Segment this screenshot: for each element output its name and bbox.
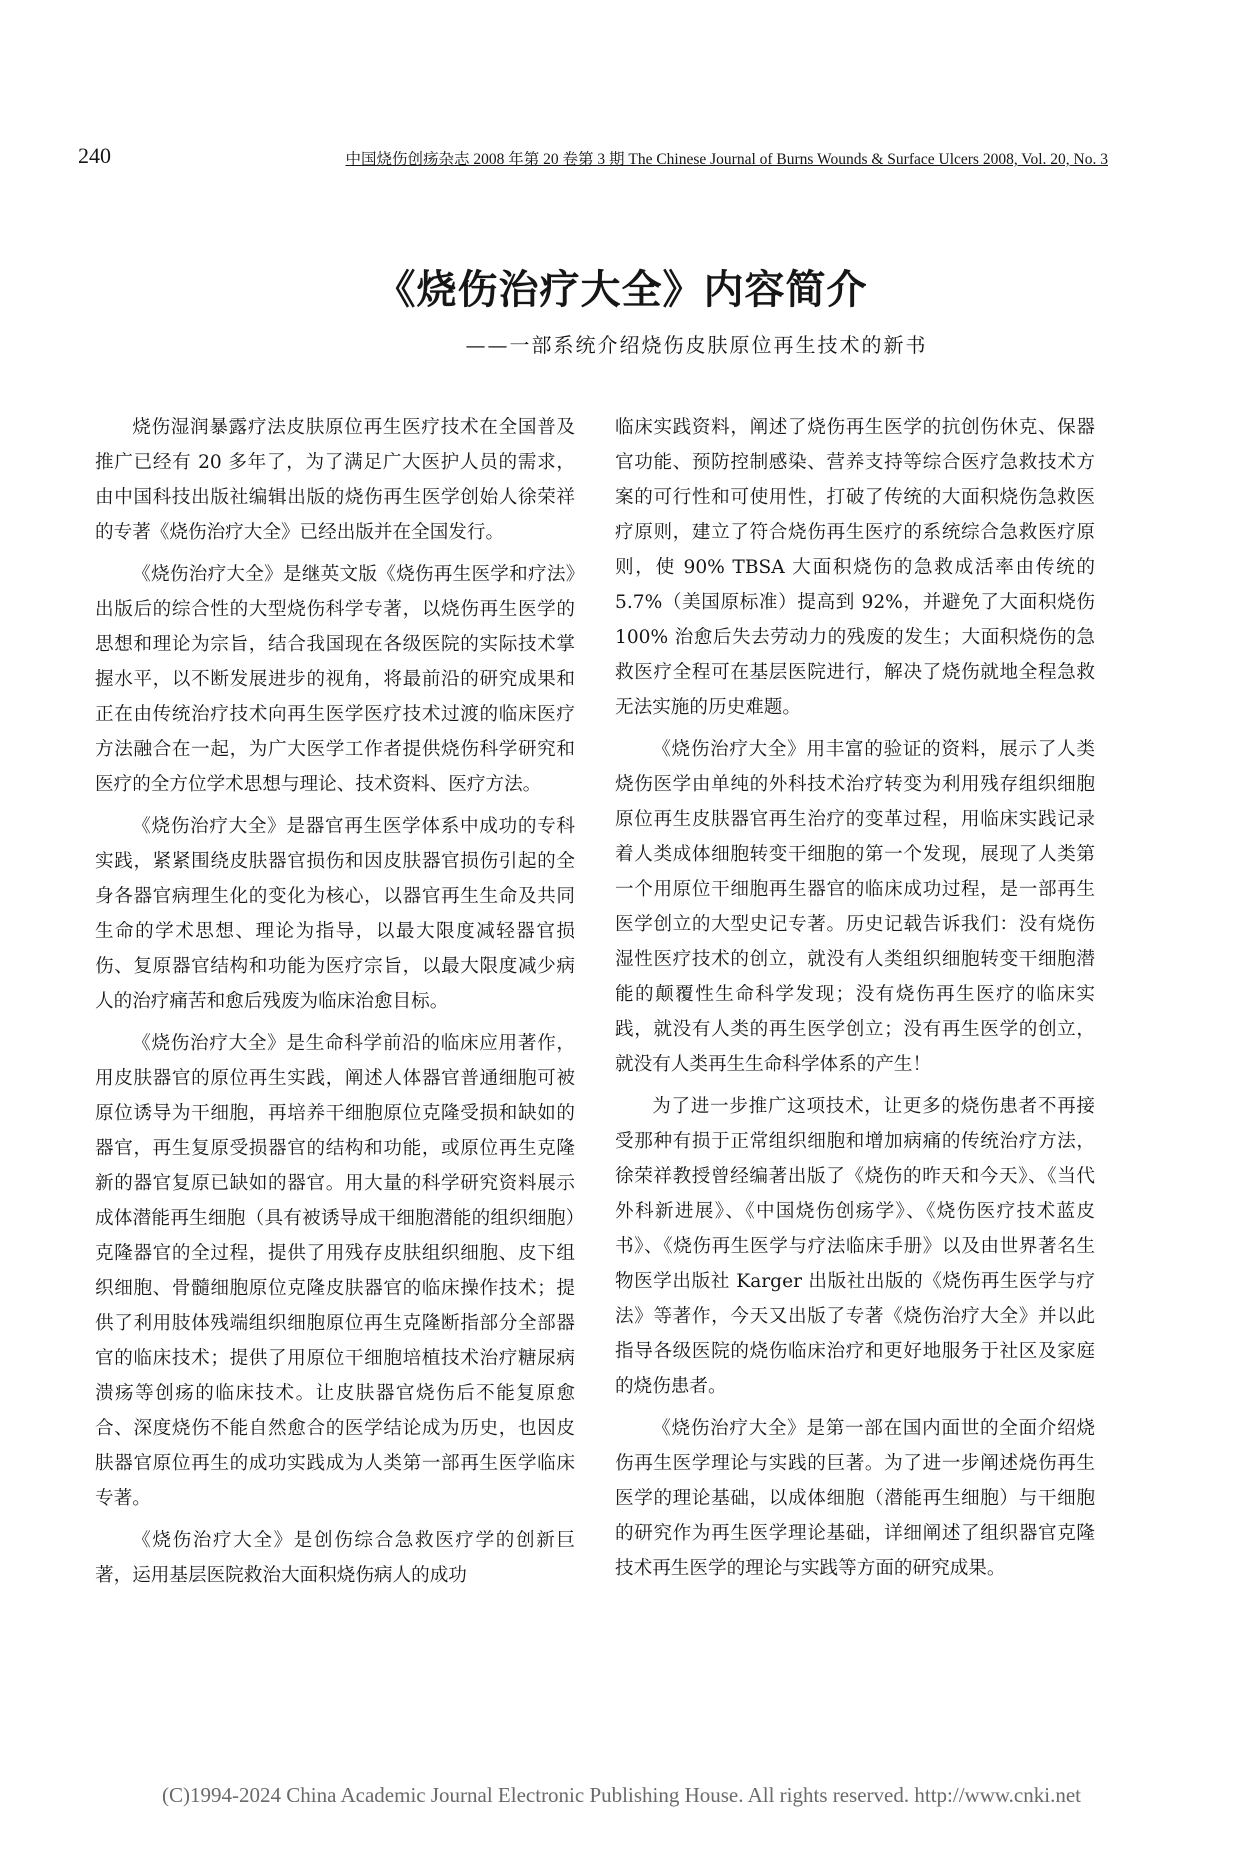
- running-head: 中国烧伤创疡杂志 2008 年第 20 卷第 3 期 The Chinese Journal of Burns Wounds & Surface Ulcers 2008, Vol. 20, No. 3: [345, 151, 1108, 168]
- copyright-footer: (C)1994-2024 China Academic Journal Electronic Publishing House. All rights reserved. http://www.cnki.net: [162, 1783, 1081, 1807]
- paragraph: 为了进一步推广这项技术，让更多的烧伤患者不再接受那种有损于正常组织细胞和增加病痛的传统治疗方法，徐荣祥教授曾经编著出版了《烧伤的昨天和今天》、《当代外科新进展》、《中国烧伤创疡学》、《烧伤医疗技术蓝皮书》、《烧伤再生医学与疗法临床手册》以及由世界著名生物医学出版社 Karger 出版社出版的《烧伤再生医学与疗法》等著作，今天又出版了专著《烧伤治疗大全》并以此指导各级医院的烧伤临床治疗和更好地服务于社区及家庭的烧伤患者。: [615, 1096, 1095, 1397]
- left-column: [95, 410, 575, 1600]
- paragraph: 《烧伤治疗大全》是第一部在国内面世的全面介绍烧伤再生医学理论与实践的巨著。为了进一步阐述烧伤再生医学的理论基础，以成体细胞（潜能再生细胞）与干细胞的研究作为再生医学理论基础，详细阐述了组织器官克隆技术再生医学的理论与实践等方面的研究成果。: [615, 1418, 1095, 1579]
- paragraph: 《烧伤治疗大全》是生命科学前沿的临床应用著作，用皮肤器官的原位再生实践，阐述人体器官普通细胞可被原位诱导为干细胞，再培养干细胞原位克隆受损和缺如的器官，再生复原受损器官的结构和功能，或原位再生克隆新的器官复原已缺如的器官。用大量的科学研究资料展示成体潜能再生细胞（具有被诱导成干细胞潜能的组织细胞）克隆器官的全过程，提供了用残存皮肤组织细胞、皮下组织细胞、骨髓细胞原位克隆皮肤器官的临床操作技术；提供了利用肢体残端组织细胞原位再生克隆断指部分全部器官的临床技术；提供了用原位干细胞培植技术治疗糖尿病溃疡等创疡的临床技术。让皮肤器官烧伤后不能复原愈合、深度烧伤不能自然愈合的医学结论成为历史，也因皮肤器官原位再生的成功实践成为人类第一部再生医学临床专著。: [95, 1033, 575, 1509]
- paragraph: 烧伤湿润暴露疗法皮肤原位再生医疗技术在全国普及推广已经有 20 多年了，为了满足广大医护人员的需求，由中国科技出版社编辑出版的烧伤再生医学创始人徐荣祥的专著《烧伤治疗大全》已经出版并在全国发行。: [95, 417, 575, 543]
- paragraph: 《烧伤治疗大全》是器官再生医学体系中成功的专科实践，紧紧围绕皮肤器官损伤和因皮肤器官损伤引起的全身各器官病理生化的变化为核心，以器官再生生命及共同生命的学术思想、理论为指导，以最大限度减轻器官损伤、复原器官结构和功能为医疗宗旨，以最大限度减少病人的治疗痛苦和愈后残废为临床治愈目标。: [95, 816, 575, 1012]
- paragraph: 《烧伤治疗大全》用丰富的验证的资料，展示了人类烧伤医学由单纯的外科技术治疗转变为利用残存组织细胞原位再生皮肤器官再生治疗的变革过程，用临床实践记录着人类成体细胞转变干细胞的第一个发现，展现了人类第一个用原位干细胞再生器官的临床成功过程，是一部再生医学创立的大型史记专著。历史记载告诉我们：没有烧伤湿性医疗技术的创立，就没有人类组织细胞转变干细胞潜能的颠覆性生命科学发现；没有烧伤再生医疗的临床实践，就没有人类的再生医学创立；没有再生医学的创立，就没有人类再生生命科学体系的产生！: [615, 739, 1095, 1075]
- paragraph: 《烧伤治疗大全》是继英文版《烧伤再生医学和疗法》出版后的综合性的大型烧伤科学专著，以烧伤再生医学的思想和理论为宗旨，结合我国现在各级医院的实际技术掌握水平，以不断发展进步的视角，将最前沿的研究成果和正在由传统治疗技术向再生医学医疗技术过渡的临床医疗方法融合在一起，为广大医学工作者提供烧伤科学研究和医疗的全方位学术思想与理论、技术资料、医疗方法。: [95, 564, 575, 795]
- page-header: [78, 143, 1108, 173]
- right-column: [615, 410, 1095, 1593]
- paragraph-continued: 临床实践资料，阐述了烧伤再生医学的抗创伤休克、保器官功能、预防控制感染、营养支持等综合医疗急救技术方案的可行性和可使用性，打破了传统的大面积烧伤急救医疗原则，建立了符合烧伤再生医疗的系统综合急救医疗原则，使 90% TBSA 大面积烧伤的急救成活率由传统的 5.7%（美国原标准）提高到 92%，并避免了大面积烧伤 100% 治愈后失去劳动力的残废的发生；大面积烧伤的急救医疗全程可在基层医院进行，解决了烧伤就地全程急救无法实施的历史难题。: [615, 417, 1095, 718]
- page-number: 240: [78, 143, 111, 168]
- paragraph: 《烧伤治疗大全》是创伤综合急救医疗学的创新巨著，运用基层医院救治大面积烧伤病人的成功: [95, 1530, 575, 1586]
- article-subtitle: ——一部系统介绍烧伤皮肤原位再生技术的新书: [465, 333, 928, 357]
- article-title: 《烧伤治疗大全》内容简介: [375, 267, 868, 313]
- title-block: [0, 258, 1243, 358]
